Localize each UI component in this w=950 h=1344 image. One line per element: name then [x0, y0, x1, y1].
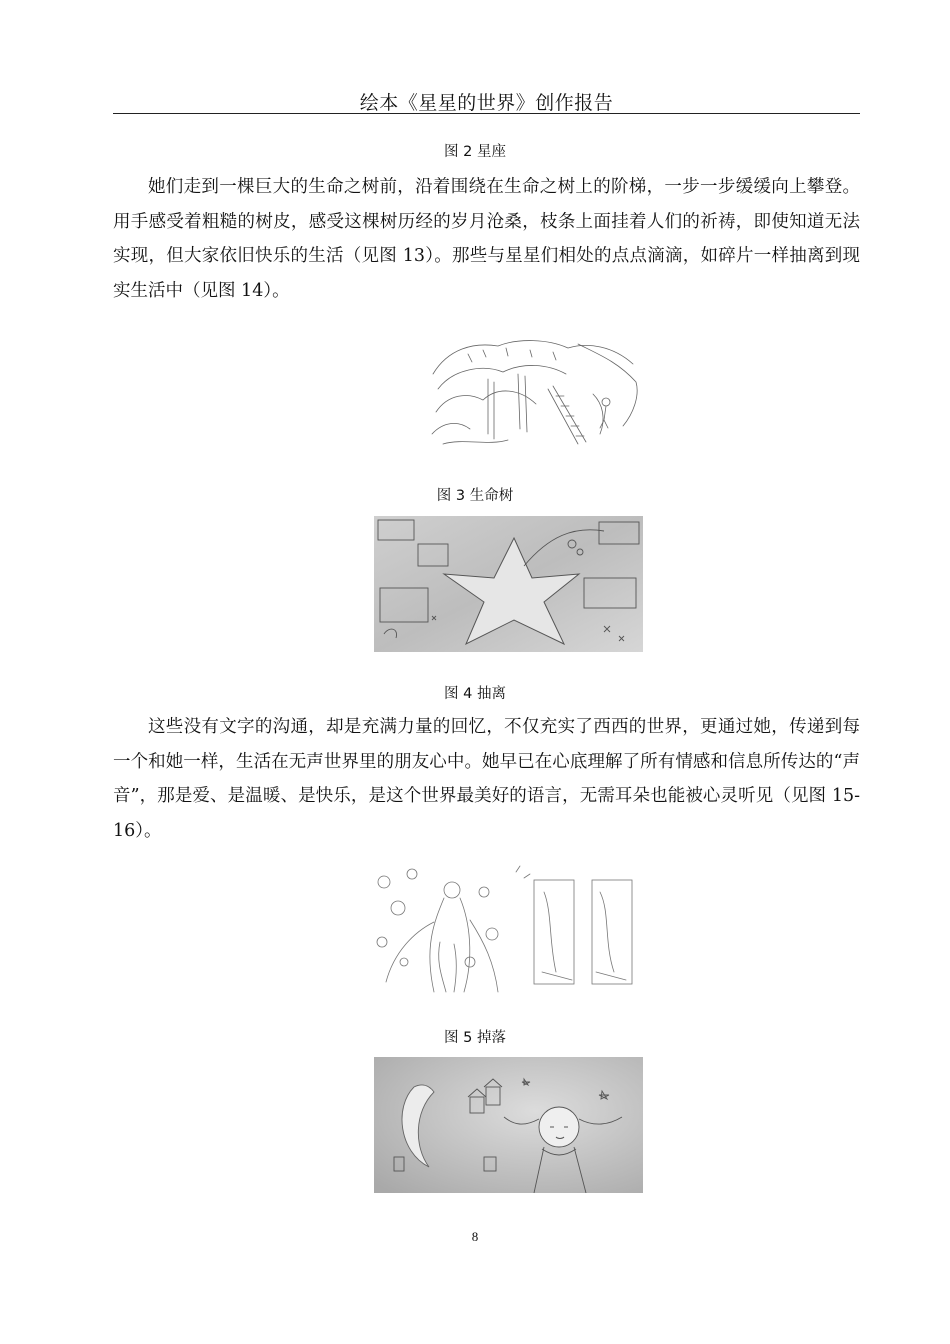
figure-life-tree-sketch	[428, 334, 643, 454]
caption-fig3: 图 3 生命树	[436, 488, 514, 504]
page-number: 8	[471, 1229, 479, 1244]
caption-fig4: 图 4 抽离	[444, 686, 506, 702]
caption-fig5: 图 5 掉落	[444, 1030, 506, 1046]
figure-girl-moon-sketch	[374, 1057, 643, 1193]
page-header-title: 绘本《星星的世界》创作报告	[359, 92, 614, 114]
caption-fig2: 图 2 星座	[444, 144, 506, 160]
paragraph-2: 这些没有文字的沟通，却是充满力量的回忆，不仅充实了西西的世界，更通过她，传递到每一个和她一样，生活在无声世界里的朋友心中。她早已在心底理解了所有情感和信息所传达的“声音”，那是爱、是温暖、是快乐，是这个世界最美好的语言，无需耳朵也能被心灵听见（见图 15-16）。	[113, 717, 860, 841]
header-rule	[113, 113, 860, 114]
figure-star-extraction-sketch	[374, 516, 643, 652]
figure-falling-sketch	[374, 862, 636, 1000]
paragraph-1: 她们走到一棵巨大的生命之树前，沿着围绕在生命之树上的阶梯，一步一步缓缓向上攀登。用手感受着粗糙的树皮，感受这棵树历经的岁月沧桑，枝条上面挂着人们的祈祷，即使知道无法实现，但大家依旧快乐的生活（见图 13）。那些与星星们相处的点点滴滴，如碎片一样抽离到现实生活中（见图 14）。	[113, 177, 860, 301]
